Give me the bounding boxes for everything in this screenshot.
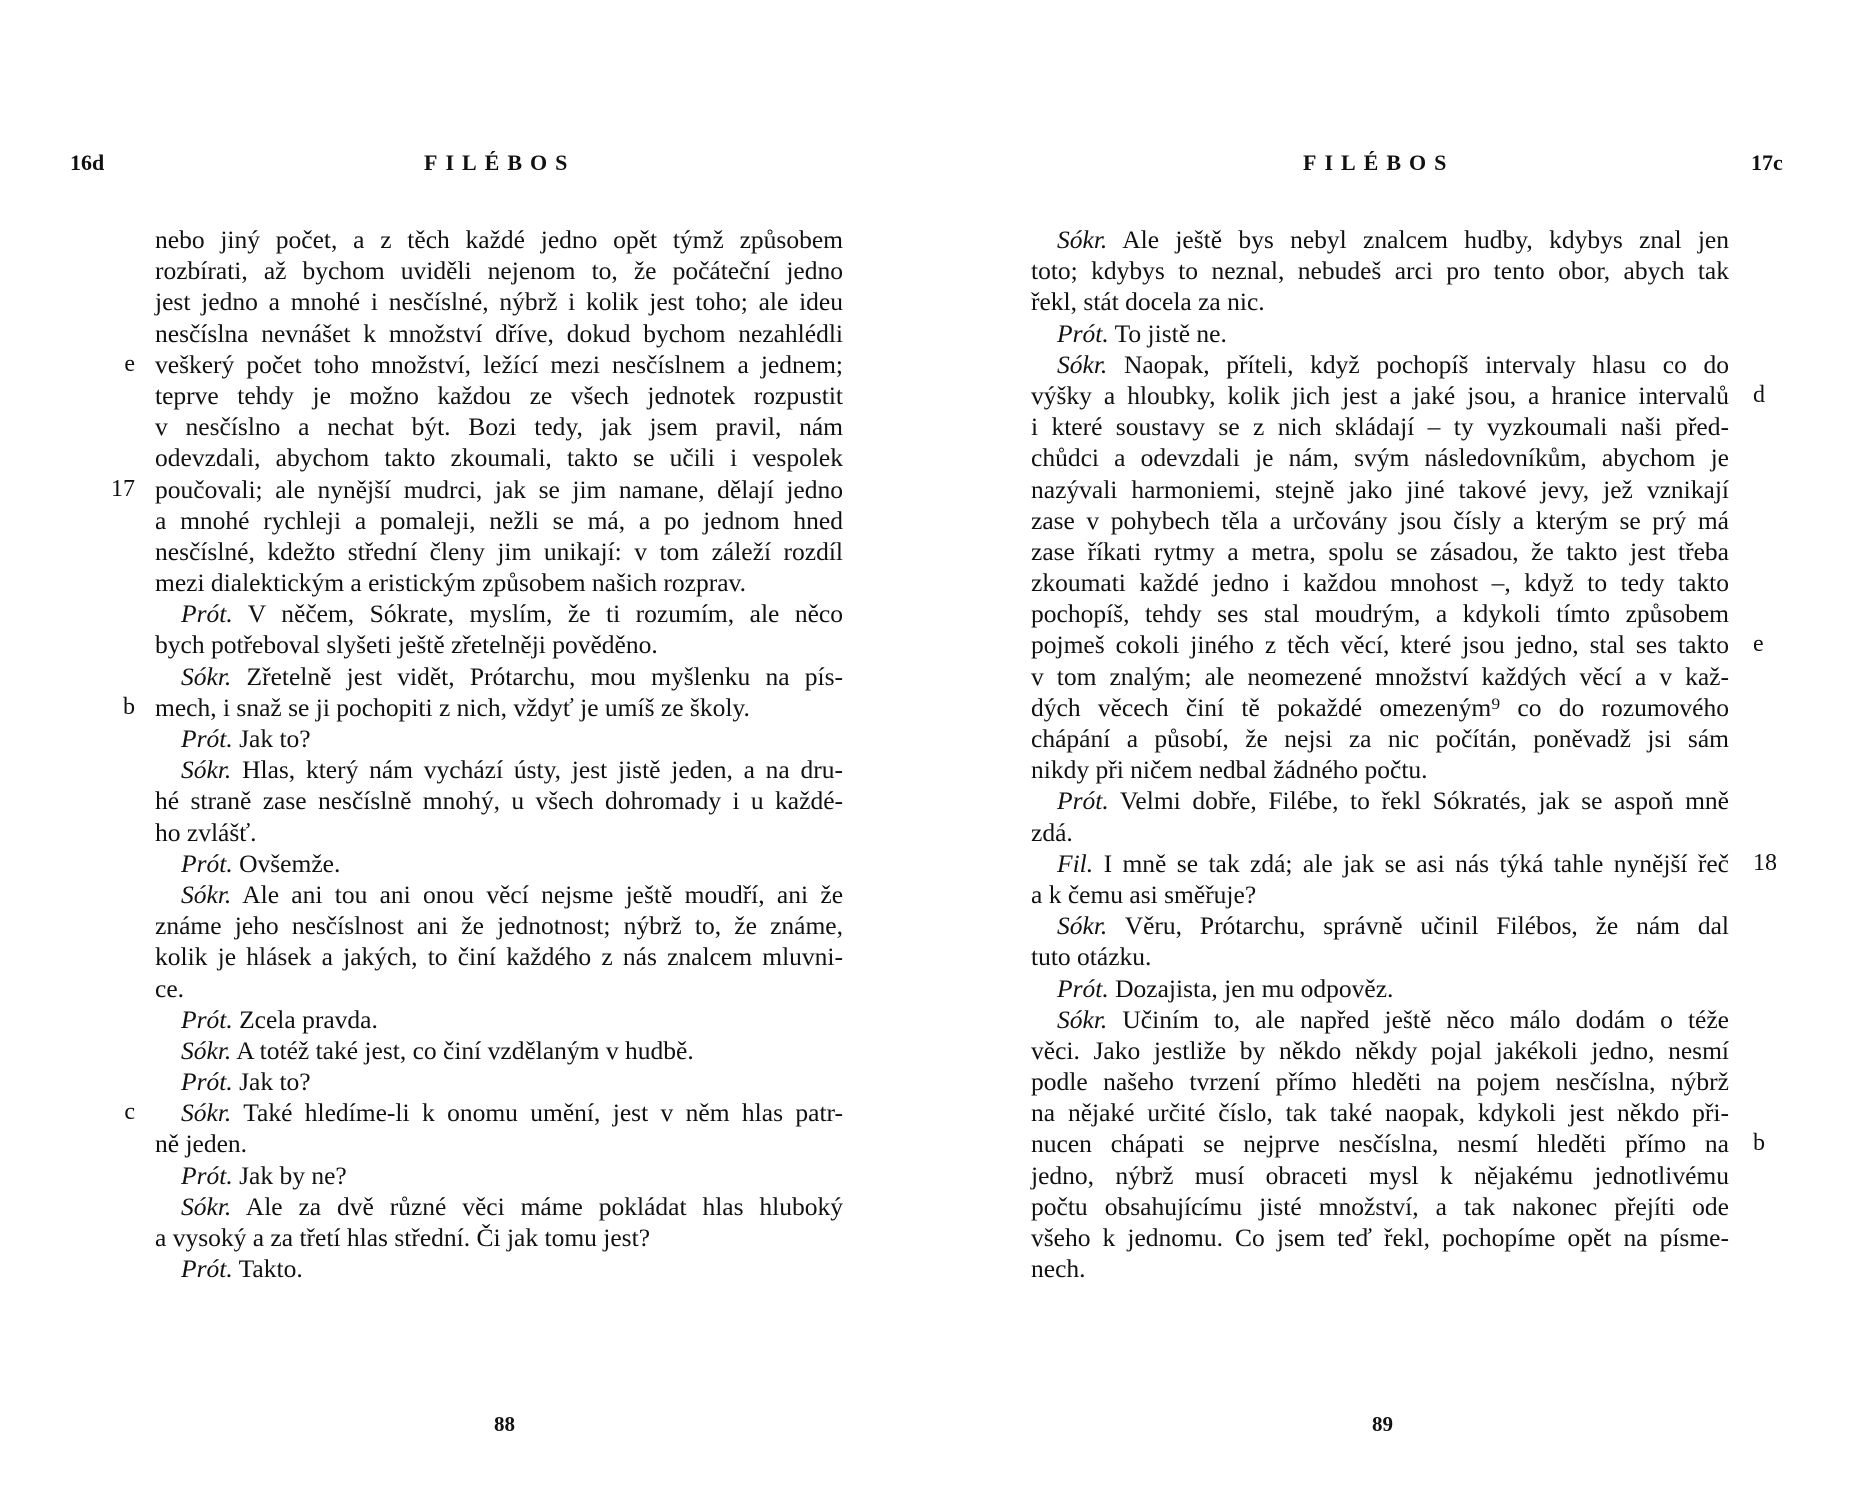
text-line	[155, 567, 843, 598]
text-line	[155, 224, 843, 255]
speaker-name: Sókr.	[181, 1035, 232, 1065]
line-content	[1031, 442, 1729, 473]
text-line	[1031, 1035, 1729, 1066]
line-text: na nějaké určité číslo, tak také naopak, kdykoli jest někdo při-	[1031, 1098, 1729, 1128]
dialogue-line	[155, 1004, 843, 1035]
line-text: Ale ještě bys nebyl znalcem hudby, kdybys znal jen	[1122, 225, 1729, 254]
line-content	[155, 1128, 247, 1159]
line-text: Věru, Prótarchu, správně učinil Filébos, že nám dal	[1124, 911, 1729, 941]
line-text: chápání a působí, že nejsi za nic počítán, poněvadž jsi sám	[1031, 724, 1729, 753]
line-content	[155, 1253, 303, 1284]
line-text: pojmeš cokoli jiného z těch věcí, které jsou jedno, stal ses takto	[1031, 630, 1729, 660]
text-line	[155, 629, 843, 660]
line-content	[1031, 1253, 1086, 1284]
text-line	[1031, 411, 1729, 442]
line-content	[1031, 1035, 1729, 1066]
line-content	[155, 255, 843, 286]
speaker-name: Prót.	[181, 848, 233, 878]
text-line	[155, 255, 843, 286]
line-content	[155, 380, 843, 411]
line-content	[1031, 817, 1073, 848]
dialogue-line	[1031, 910, 1729, 941]
speaker-name: Prót.	[181, 1067, 233, 1097]
text-line	[1031, 661, 1729, 692]
text-line	[1031, 255, 1729, 286]
line-text: Jak by ne?	[239, 1160, 347, 1190]
line-content	[155, 567, 746, 598]
line-content	[155, 349, 843, 380]
dialogue-line	[124, 1097, 843, 1128]
dialogue-line	[155, 1160, 843, 1191]
line-text: V něčem, Sókrate, myslím, že ti rozumím, ale něco	[247, 599, 843, 629]
speaker-name: Prót.	[181, 1254, 233, 1284]
line-text: nebo jiný počet, a z těch každé jedno opět týmž způsobem	[155, 225, 843, 254]
line-content	[1031, 1097, 1729, 1128]
line-text: teprve tehdy je možno každou ze všech jednotek rozpustit	[155, 380, 843, 410]
dialogue-line	[155, 1035, 843, 1066]
text-line	[1031, 1066, 1729, 1097]
stephanus-margin-marker: 18	[1753, 849, 1777, 876]
line-text: Ovšemže.	[239, 848, 341, 878]
dialogue-line	[1031, 224, 1729, 255]
line-text: To jistě ne.	[1114, 318, 1227, 348]
speaker-name: Sókr.	[181, 879, 232, 909]
speaker-name: Sókr.	[181, 1191, 232, 1221]
text-line	[155, 411, 843, 442]
dialogue-line	[1031, 785, 1729, 816]
speaker-name: Fil.	[1057, 848, 1094, 878]
speaker-name: Sókr.	[181, 755, 232, 785]
line-text: řekl, stát docela za nic.	[1031, 287, 1265, 317]
speaker-name: Sókr.	[1057, 1004, 1108, 1034]
line-content	[1031, 879, 1256, 910]
dialogue-line	[155, 754, 843, 785]
line-content	[1031, 629, 1729, 660]
text-line	[1031, 629, 1764, 660]
line-text: Jak to?	[239, 1067, 311, 1097]
line-content	[155, 910, 843, 941]
text-line	[1031, 442, 1729, 473]
line-content	[155, 1222, 650, 1253]
line-text: Velmi dobře, Filébe, to řekl Sókratés, jak se aspoň mně	[1119, 786, 1729, 816]
text-line	[1031, 1097, 1729, 1128]
line-content	[155, 598, 843, 629]
text-line	[1031, 505, 1729, 536]
dialogue-line	[155, 661, 843, 692]
line-content	[1031, 848, 1729, 879]
line-content	[155, 879, 843, 910]
right-page	[931, 0, 1862, 1501]
text-line	[1031, 817, 1729, 848]
line-content	[1031, 224, 1729, 255]
text-line	[1031, 941, 1729, 972]
line-text: Jak to?	[239, 724, 311, 753]
stephanus-margin-marker: e	[124, 350, 135, 377]
line-text: a vysoký a za třetí hlas střední. Či jak tomu jest?	[155, 1223, 651, 1252]
text-line	[155, 1222, 843, 1253]
dialogue-line	[155, 879, 843, 910]
line-content	[1031, 1191, 1729, 1222]
line-content	[155, 1066, 311, 1097]
text-line	[124, 349, 843, 380]
line-content	[155, 848, 340, 879]
text-line	[1031, 723, 1729, 754]
line-text: počtu obsahujícímu jisté množství, a tak nakonec přejíti ode	[1031, 1191, 1729, 1221]
line-text: zase říkati rytmy a metra, spolu se zásadou, že takto jest třeba	[1031, 536, 1729, 566]
line-text: v nesčíslno a nechat být. Bozi tedy, jak jsem pravil, nám	[155, 412, 843, 442]
dialogue-line	[155, 1066, 843, 1097]
line-content	[155, 318, 843, 349]
line-text: mech, i snaž se ji pochopiti z nich, vždyť je umíš ze školy.	[155, 692, 750, 722]
text-line	[1031, 754, 1729, 785]
text-line	[1031, 286, 1729, 317]
line-text: nesčíslné, kdežto střední členy jim unikají: v tom záleží rozdíl	[155, 536, 843, 566]
line-text: veškerý počet toho množství, ležící mezi nesčíslnem a jednem;	[155, 349, 843, 379]
line-content	[155, 1004, 378, 1035]
line-text: výšky a hloubky, kolik jich jest a jaké jsou, a hranice intervalů	[1031, 380, 1729, 410]
stephanus-margin-marker: b	[1753, 1130, 1765, 1157]
line-content	[1031, 1004, 1729, 1035]
line-text: ně jeden.	[155, 1129, 248, 1159]
line-content	[1031, 255, 1729, 286]
line-content	[1031, 941, 1151, 972]
stephanus-margin-marker: c	[124, 1099, 135, 1126]
line-content	[155, 723, 311, 754]
line-text: zdá.	[1031, 817, 1073, 847]
line-content	[1031, 349, 1729, 380]
page-number-right: 89	[1372, 1412, 1393, 1436]
dialogue-line	[1031, 318, 1729, 349]
line-text: bych potřeboval slyšeti ještě zřetelněji pověděno.	[155, 630, 658, 660]
line-text: Zřetelně jest vidět, Prótarchu, mou myšlenku na pís-	[246, 661, 844, 691]
text-line	[155, 536, 843, 567]
dialogue-line	[1031, 848, 1777, 879]
text-line	[1031, 1191, 1729, 1222]
stephanus-margin-marker: d	[1753, 381, 1765, 408]
stephanus-margin-marker: 17	[111, 475, 135, 502]
section-reference-left: 16d	[70, 150, 105, 175]
line-text: Ale ani tou ani onou věcí nejsme ještě moudří, ani že	[242, 879, 844, 909]
dialogue-line	[155, 598, 843, 629]
line-content	[1031, 723, 1729, 754]
line-text: jest jedno a mnohé i nesčíslné, nýbrž i kolik jest toho; ale ideu	[155, 287, 843, 317]
line-content	[1031, 474, 1729, 505]
text-line	[1031, 879, 1729, 910]
line-text: kolik je hlásek a jakých, to činí každého z nás znalcem mluvni-	[155, 942, 843, 972]
line-text: a k čemu asi směřuje?	[1031, 879, 1257, 909]
stephanus-margin-marker: b	[123, 693, 135, 720]
line-text: nech.	[1031, 1254, 1086, 1284]
text-line	[111, 474, 843, 505]
line-text: Zcela pravda.	[239, 1004, 378, 1034]
dialogue-line	[1031, 973, 1729, 1004]
line-text: podle našeho tvrzení přímo hleděti na pojem nesčíslna, nýbrž	[1031, 1067, 1729, 1097]
section-reference-right: 17c	[1751, 150, 1783, 175]
line-text: Dozajista, jen mu odpověz.	[1115, 973, 1394, 1003]
speaker-name: Sókr.	[1057, 349, 1108, 379]
text-line	[155, 318, 843, 349]
line-text: pochopíš, tehdy ses stal moudrým, a kdykoli tímto způsobem	[1031, 599, 1729, 629]
stephanus-margin-marker: e	[1753, 631, 1764, 658]
line-text: jedno, nýbrž musí obraceti mysl k nějakému jednotlivému	[1031, 1160, 1729, 1190]
line-content	[1031, 661, 1729, 692]
speaker-name: Prót.	[181, 599, 233, 629]
text-line	[155, 1128, 843, 1159]
line-text: chůdci a odevzdali je nám, svým následovníkům, abychom je	[1031, 443, 1729, 473]
line-text: ho zvlášť.	[155, 817, 257, 847]
text-line	[1031, 1222, 1729, 1253]
dialogue-line	[1031, 349, 1729, 380]
speaker-name: Sókr.	[181, 1098, 232, 1128]
speaker-name: Prót.	[181, 724, 233, 753]
line-content	[155, 629, 658, 660]
dialogue-line	[155, 1253, 843, 1284]
line-text: známe jeho nesčíslnost ani že jednotnost; nýbrž to, že známe,	[155, 911, 843, 941]
line-content	[155, 817, 257, 848]
line-content	[155, 1191, 843, 1222]
line-content	[1031, 692, 1729, 723]
line-content	[1031, 380, 1729, 411]
line-text: Učiním to, ale napřed ještě něco málo dodám o téže	[1122, 1004, 1730, 1034]
line-text: i které soustavy se z nich skládají – ty vyzkoumali naši před-	[1031, 412, 1729, 442]
line-content	[155, 224, 843, 255]
line-content	[155, 536, 843, 567]
line-text: poučovali; ale nynější mudrci, jak se jim namane, dělají jedno	[155, 474, 843, 504]
running-head-right: FILÉBOS	[1303, 150, 1455, 175]
speaker-name: Prót.	[1057, 318, 1109, 348]
line-text: I mně se tak zdá; ale jak se asi nás týká tahle nynější řeč	[1103, 848, 1730, 878]
line-text: A totéž také jest, co činí vzdělaným v hudbě.	[236, 1035, 694, 1065]
text-line	[1031, 692, 1729, 723]
line-text: Naopak, příteli, když pochopíš intervaly hlasu co do	[1123, 349, 1730, 379]
line-content	[155, 1160, 347, 1191]
line-text: a mnohé rychleji a pomaleji, nežli se má, a po jednom hned	[155, 505, 843, 535]
text-line	[155, 941, 843, 972]
line-text: Takto.	[238, 1254, 303, 1284]
text-line	[155, 380, 843, 411]
line-content	[155, 442, 843, 473]
page-number-left: 88	[494, 1412, 515, 1436]
text-line	[155, 442, 843, 473]
line-text: odevzdali, abychom takto zkoumali, takto se učili i vespolek	[155, 443, 843, 473]
line-text: hé straně zase nesčíslně mnohý, u všech dohromady i u každé-	[155, 786, 843, 816]
line-content	[1031, 1160, 1729, 1191]
text-line	[155, 817, 843, 848]
dialogue-line	[155, 1191, 843, 1222]
line-text: nazývali harmoniemi, stejně jako jiné takové jevy, jež vznikají	[1031, 474, 1729, 504]
line-text: všeho k jednomu. Co jsem teď řekl, pochopíme opět na písme-	[1031, 1223, 1729, 1252]
line-content	[1031, 785, 1729, 816]
line-text: toto; kdybys to neznal, nebudeš arci pro tento obor, abych tak	[1031, 256, 1729, 286]
line-content	[155, 754, 843, 785]
line-content	[155, 661, 843, 692]
text-line	[1031, 474, 1729, 505]
speaker-name: Prót.	[181, 1160, 233, 1190]
line-content	[1031, 411, 1729, 442]
line-text: zase v pohybech těla a určovány jsou čísly a kterým se prý má	[1031, 505, 1729, 535]
line-text: mezi dialektickým a eristickým způsobem našich rozprav.	[155, 568, 747, 598]
dialogue-line	[155, 848, 843, 879]
line-text: zkoumati každé jedno i každou mnohost –, když to tedy takto	[1031, 568, 1729, 598]
line-content	[155, 973, 184, 1004]
line-content	[155, 505, 843, 536]
dialogue-line	[155, 723, 843, 754]
line-content	[1031, 973, 1393, 1004]
text-line	[1031, 567, 1729, 598]
text-line	[1031, 598, 1729, 629]
speaker-name: Sókr.	[1057, 225, 1108, 254]
line-text: tuto otázku.	[1031, 942, 1152, 972]
text-line	[123, 692, 843, 723]
line-content	[1031, 1128, 1729, 1159]
line-content	[1031, 536, 1729, 567]
line-content	[1031, 910, 1729, 941]
text-line	[155, 785, 843, 816]
left-page-text	[111, 224, 844, 1284]
line-content	[155, 1035, 694, 1066]
line-content	[1031, 598, 1729, 629]
line-content	[155, 286, 843, 317]
speaker-name: Sókr.	[1057, 911, 1108, 941]
line-text: Hlas, který nám vychází ústy, jest jistě jeden, a na dru-	[242, 755, 843, 785]
text-line	[155, 973, 843, 1004]
speaker-name: Prót.	[1057, 973, 1109, 1003]
line-text: ce.	[155, 973, 185, 1003]
line-text: v tom znalým; ale neomezené množství každých věcí a v kaž-	[1031, 661, 1729, 691]
line-content	[155, 941, 843, 972]
line-text: nucen chápati se nejprve nesčíslna, nesmí hleděti přímo na	[1031, 1129, 1729, 1159]
text-line	[1031, 1253, 1729, 1284]
line-text: nesčíslna nevnášet k množství dříve, dokud bychom nezahlédli	[155, 318, 843, 348]
text-line	[155, 286, 843, 317]
line-content	[1031, 286, 1265, 317]
line-text: nikdy při ničem nedbal žádného počtu.	[1031, 755, 1428, 785]
dialogue-line	[1031, 1004, 1729, 1035]
line-content	[155, 692, 750, 723]
text-line	[1031, 380, 1765, 411]
line-content	[1031, 754, 1428, 785]
running-head-left: FILÉBOS	[424, 150, 576, 175]
line-content	[1031, 567, 1729, 598]
text-line	[155, 505, 843, 536]
line-content	[155, 1097, 843, 1128]
line-content	[155, 411, 843, 442]
speaker-name: Prót.	[1057, 786, 1109, 816]
line-content	[1031, 318, 1227, 349]
line-content	[155, 474, 843, 505]
line-text: věci. Jako jestliže by někdo někdy pojal jakékoli jedno, nesmí	[1031, 1035, 1729, 1065]
line-content	[1031, 1222, 1729, 1253]
text-line	[1031, 1128, 1765, 1159]
line-text: Ale za dvě různé věci máme pokládat hlas hluboký	[245, 1191, 843, 1221]
line-content	[1031, 505, 1729, 536]
text-line	[1031, 1160, 1729, 1191]
text-line	[1031, 536, 1729, 567]
right-page-text	[1031, 224, 1777, 1284]
line-text: dých věcech činí tě pokaždé omezeným⁹ co do rozumového	[1031, 692, 1729, 722]
text-line	[155, 910, 843, 941]
line-text: Také hledíme-li k onomu umění, jest v něm hlas patr-	[243, 1098, 843, 1128]
line-content	[1031, 1066, 1729, 1097]
speaker-name: Prót.	[181, 1004, 233, 1034]
line-content	[155, 785, 843, 816]
line-text: rozbírati, až bychom uviděli nejenom to, že počáteční jedno	[155, 256, 843, 286]
speaker-name: Sókr.	[181, 661, 232, 691]
